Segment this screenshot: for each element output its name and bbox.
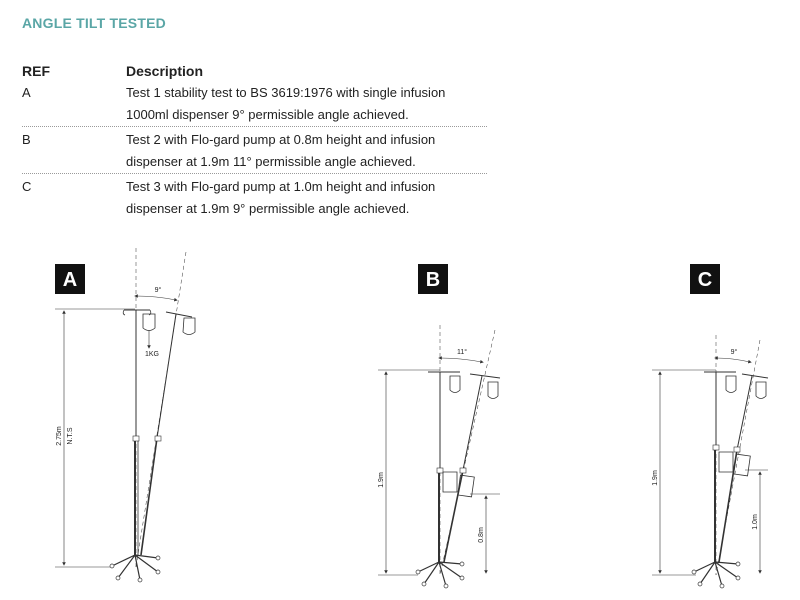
diagram-a xyxy=(55,248,195,582)
description-line: Test 1 stability test to BS 3619:1976 with single infusion xyxy=(126,85,446,100)
height-dimension-b xyxy=(378,370,440,575)
description-line: 1000ml dispenser 9° permissible angle achieved. xyxy=(126,107,409,122)
angle-arc-c xyxy=(716,358,750,362)
angle-label-c: 9° xyxy=(730,349,738,356)
row-ref: B xyxy=(22,132,31,147)
description-line: Test 2 with Flo-gard pump at 0.8m height and infusion xyxy=(126,132,436,147)
badge-c-label: C xyxy=(697,269,713,291)
angle-arc-a xyxy=(136,296,176,300)
stand-tilted-b xyxy=(444,374,500,562)
header-description: Description xyxy=(126,63,204,79)
description-line: dispenser at 1.9m 9° permissible angle achieved. xyxy=(126,201,410,216)
pump-height-label-c: 1.0m xyxy=(752,514,759,530)
pump-height-label-b: 0.8m xyxy=(478,527,485,543)
angle-arc-b xyxy=(440,358,482,362)
header-ref: REF xyxy=(22,63,50,79)
scale-note-a: N.T.S xyxy=(67,427,74,445)
stand-tilted-a xyxy=(141,312,195,555)
height-label-b: 1.9m xyxy=(378,472,385,488)
row-ref: A xyxy=(22,85,31,100)
badge-b-label: B xyxy=(425,269,441,291)
height-dimension-c xyxy=(652,370,716,575)
section-heading: ANGLE TILT TESTED xyxy=(22,15,166,31)
badge-a-label: A xyxy=(62,269,78,291)
diagram-c xyxy=(652,264,768,588)
angle-label-b: 11° xyxy=(456,349,468,356)
stand-tilted-c xyxy=(719,374,768,562)
description-line: dispenser at 1.9m 11° permissible angle achieved. xyxy=(126,154,416,169)
stand-upright-a xyxy=(110,310,160,582)
height-label-a: 2.75m xyxy=(56,426,63,446)
stand-upright-b xyxy=(416,372,464,588)
weight-label-a: 1KG xyxy=(145,351,160,358)
height-label-c: 1.9m xyxy=(652,470,659,486)
pump-height-dimension-b xyxy=(470,494,500,572)
pump-height-dimension-c xyxy=(745,470,768,572)
diagram-b xyxy=(378,264,500,588)
angle-label-a: 9° xyxy=(154,287,162,294)
description-line: Test 3 with Flo-gard pump at 1.0m height and infusion xyxy=(126,179,436,194)
height-dimension-a xyxy=(55,309,135,567)
row-ref: C xyxy=(22,179,32,194)
